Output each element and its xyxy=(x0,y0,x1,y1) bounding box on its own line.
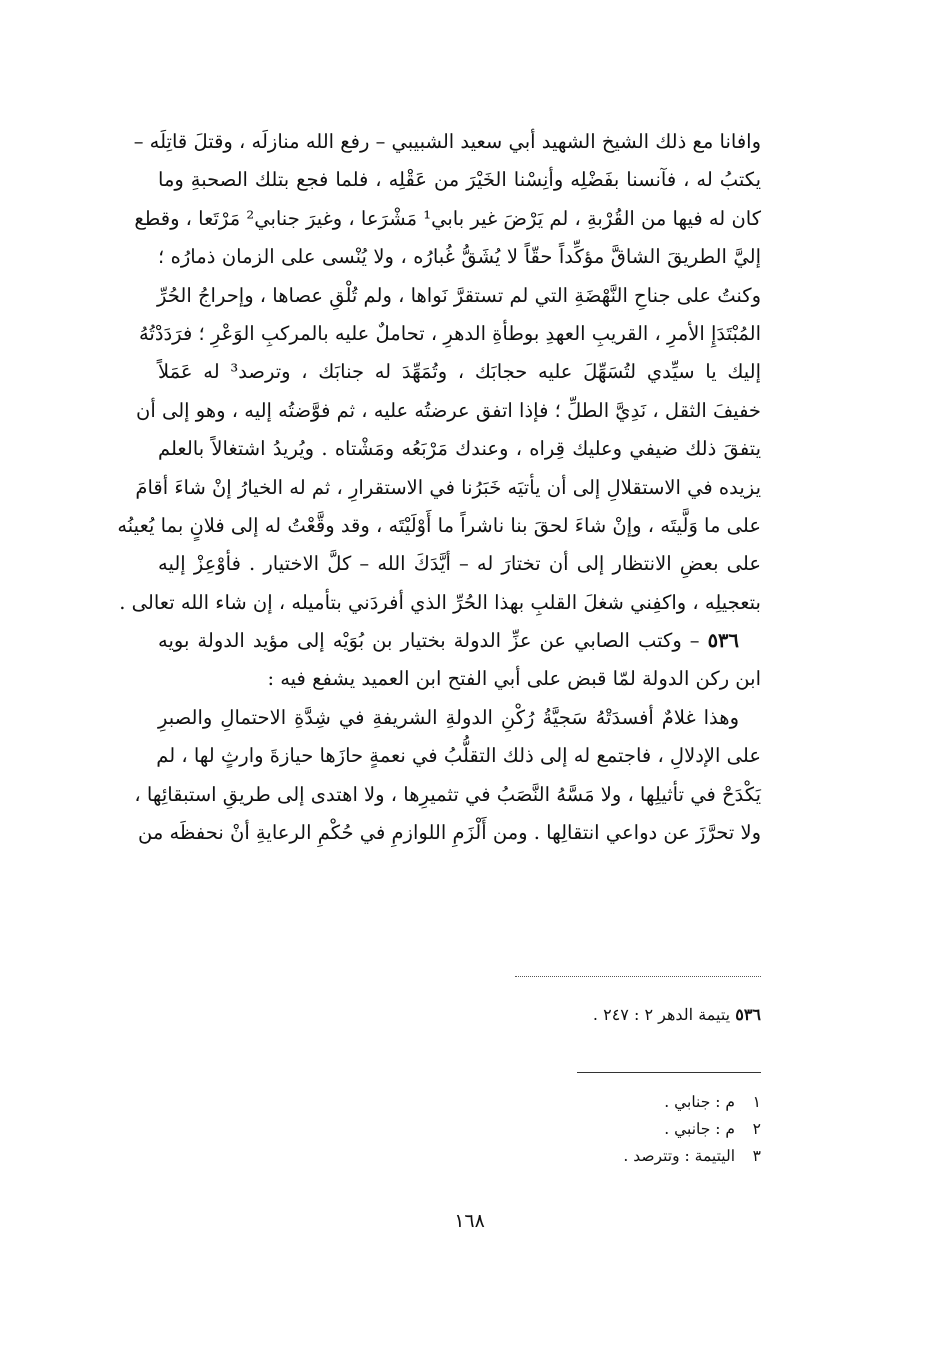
entry-heading-text: – وكتب الصابي عن عزِّ الدولة بختيار بن بُوَيْه إلى مؤيد الدولة بويه xyxy=(158,629,708,653)
text-line: بتعجيلِه ، واكفِني شغلَ القلبِ بهذا الحُرِّ الذي أفردَني بتأميله ، إن شاء الله تعالى . xyxy=(119,590,761,614)
text-line: خفيفَ الثقل ، نَدِيَّ الطلِّ ؛ فإذا اتفق عرضتُه عليه ، ثم فوَّضتُه إليه ، وهو إلى أن xyxy=(136,398,761,422)
entry-heading-line-2: ابن ركن الدولة لمّا قبض على أبي الفتح ابن العميد يشفع فيه : xyxy=(267,667,761,691)
text-line: على الإدلالِ ، فاجتمع له إلى ذلك التقلُّبُ في نعمةٍ حازَها حيازةَ وارثٍ لها ، لم xyxy=(156,744,761,768)
text-line: وافانا مع ذلك الشيخ الشهيد أبي سعيد الشبيبي – رفع الله منازلَه ، وقتلَ قاتِلَه – xyxy=(133,130,761,153)
footnote-separator xyxy=(577,1072,761,1073)
text-line: إليك يا سيِّدي لتُسَهِّلَ عليه حجابَك ، وتُمَهِّدَ له جنابَك ، وترصد³ له عَمَلاً xyxy=(158,360,762,384)
footnote-number: ٢ xyxy=(752,1120,761,1138)
dotted-separator xyxy=(515,976,761,977)
footnote-number: ١ xyxy=(752,1093,761,1111)
footnote-text: م : جانبي . xyxy=(664,1120,735,1138)
text-line: يَكْدَحْ في تأثيلِها ، ولا مَسَّهُ النَّصَبُ في تثميرِها ، ولا اهتدى إلى طريقِ استبقائِها ، xyxy=(134,782,761,806)
footnote-2 xyxy=(623,1116,761,1143)
footnote-number: ٣ xyxy=(752,1147,761,1165)
text-line: وهذا غلامٌ أفسدَتْهُ سَجيَّةُ رُكْنِ الدولةِ الشريفةِ في شِدَّةِ الاحتمالِ والصبرِ xyxy=(158,705,739,729)
entry-number: ٥٣٦ xyxy=(707,629,739,653)
text-line: كان له فيها من القُرْبةِ ، لم يَرْضَ غير بابي¹ مَشْرَعا ، وغيرَ جنابي² مَرْتَعا ، وقطع xyxy=(134,206,761,230)
text-line: على بعضِ الانتظار إلى أن تختارَ له – أيَّدَكَ الله – كلَّ الاختيار . فأوْعِزْ إليه xyxy=(158,552,761,576)
text-line: ولا تحرَّزَ عن دواعي انتقالِها . ومن أَلْزَمِ اللوازمِ في حُكْمِ الرعايةِ أنْ نحفظَه من xyxy=(137,821,761,845)
entry-heading xyxy=(158,622,761,660)
text-line: على ما وَلَّيتَه ، وإنْ شاءَ لحقَ بنا ناشراً ما أَوْلَيْتَه ، وقد وقَّعْتُ له إلى فلانٍ بما يُعينُه xyxy=(117,513,761,537)
text-line: يزيده في الاستقلالِ إلى أن يأتيَه خَبَرُنا في الاستقرارِ ، ثم له الخيارُ إنْ شاءَ أقامَ xyxy=(135,475,761,499)
text-line: إليَّ الطريقَ الشاقَّ مؤكِّداً حقّاً لا يُشَقُّ غُبارُه ، ولا يُنْسى على الزمان ذمارُه ؛ xyxy=(158,245,761,269)
footnote-text: م : جنابي . xyxy=(664,1093,735,1111)
text-line: وكنتُ على جناحِ النَّهْضَةِ التي لم تستقرَّ نَواها ، ولم تُلْقِ عصاها ، وإحراجُ الحُرِّ xyxy=(157,283,761,307)
footnotes xyxy=(623,1089,761,1170)
footnote-3 xyxy=(623,1143,761,1170)
page-number: ١٦٨ xyxy=(454,1210,485,1232)
source-note-text: يتيمة الدهر ٢ : ٢٤٧ . xyxy=(592,1005,731,1024)
main-text xyxy=(117,123,762,852)
text-line: المُبْتَدَإِ الأمرِ ، القريبِ العهدِ بوطأةِ الدهرِ ، تحاملٌ عليه بالمركبِ الوَعْرِ ؛ فرَدَدْتُهُ xyxy=(138,321,761,345)
footnote-text: اليتيمة : وتترصد . xyxy=(623,1147,735,1165)
text-line: يتفقَ ذلك ضيفي وعليك قِراه ، وعندك مَرْبَعُه ومَشْتاه . ويُريدُ اشتغالاً بالعلم xyxy=(158,437,761,461)
source-note-number: ٥٣٦ xyxy=(735,1005,761,1024)
footnote-1 xyxy=(623,1089,761,1116)
text-line: يكتبُ له ، فآنسنا بفَضْلِه وأنِسْنا الخَيْرَ من عَقْلِه ، فلما فجع بتلك الصحبةِ وما xyxy=(158,168,761,192)
source-note xyxy=(593,1005,761,1024)
